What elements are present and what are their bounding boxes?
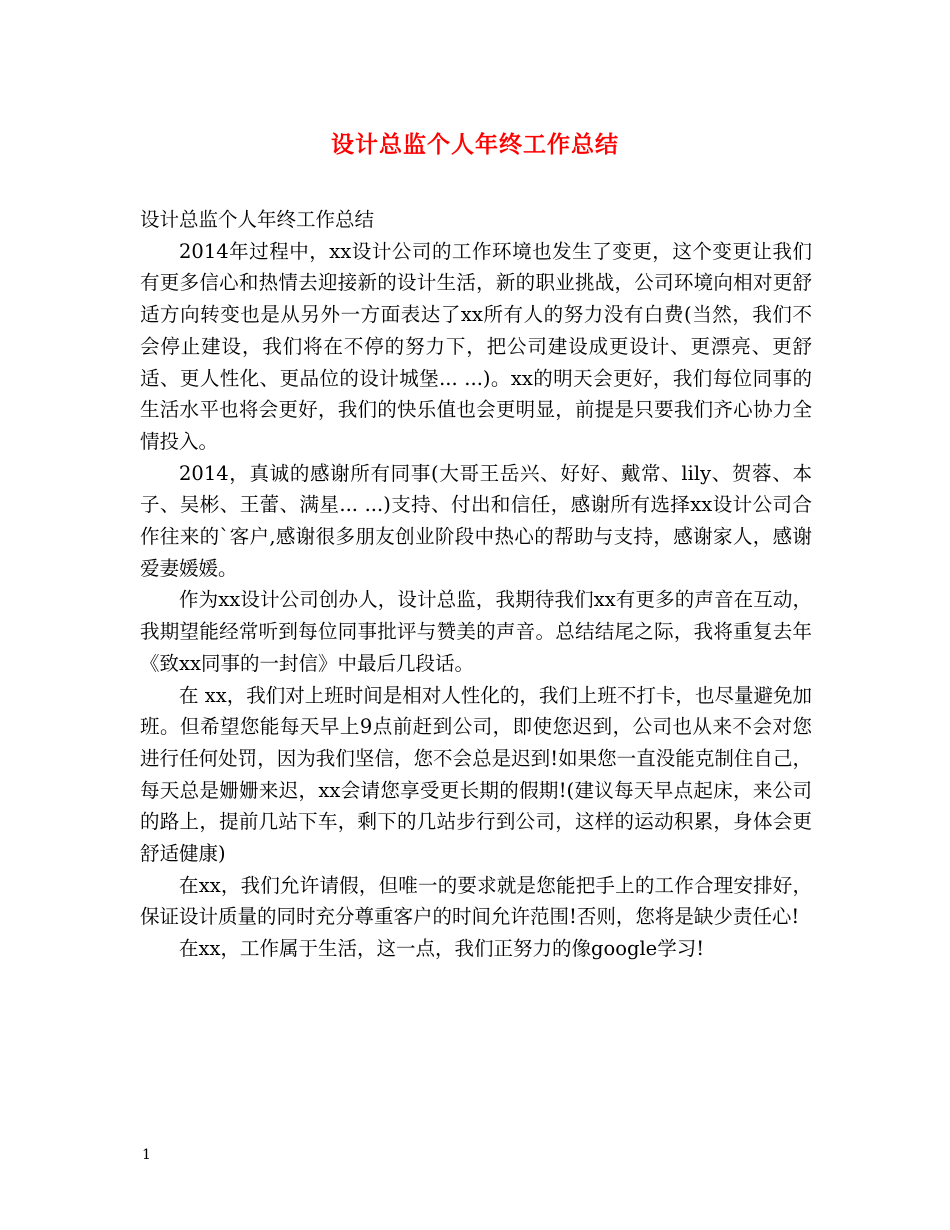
paragraph-6: 在xx，工作属于生活，这一点，我们正努力的像google学习! [179,937,705,961]
paragraph-1: 2014年过程中，xx设计公司的工作环境也发生了变更，这个变更让我们有更多信心和热情去迎接新的设计生活，新的职业挑战，公司环境向相对更舒适方向转变也是从另外一方面表达了xx所有人的努力没有白费(当然，我们不会停止建设，我们将在不停的努力下，把公司建设成更设计、更漂亮、更舒适、更人性化、更品位的设计城堡... ...)。xx的明天会更好，我们每位同事的生活水平也将会更好，我们的快乐值也会更明显，前提是只要我们齐心协力全情投入。 [140,239,812,453]
paragraph-2: 2014，真诚的感谢所有同事(大哥王岳兴、好好、戴常、lily、贺蓉、本子、吴彬、王蕾、满星... ...)支持、付出和信任，感谢所有选择xx设计公司合作往来的`客户,感谢很多朋友创业阶段中热心的帮助与支持，感谢家人，感谢爱妻媛媛。 [140,461,812,580]
paragraph-3: 作为xx设计公司创办人，设计总监，我期待我们xx有更多的声音在互动，我期望能经常听到每位同事批评与赞美的声音。总结结尾之际，我将重复去年《致xx同事的一封信》中最后几段话。 [140,588,812,675]
document-title: 设计总监个人年终工作总结 [331,132,619,158]
page-number: 1 [142,1147,151,1163]
paragraph-4: 在 xx，我们对上班时间是相对人性化的，我们上班不打卡，也尽量避免加班。但希望您能每天早上9点前赶到公司，即使您迟到，公司也从来不会对您进行任何处罚，因为我们坚信，您不会总是迟到!如果您一直没能克制住自己，每天总是姗姗来迟，xx会请您享受更长期的假期!(建议每天早点起床，来公司的路上，提前几站下车，剩下的几站步行到公司，这样的运动积累，身体会更舒适健康) [140,683,812,866]
paragraph-5: 在xx，我们允许请假，但唯一的要求就是您能把手上的工作合理安排好，保证设计质量的同时充分尊重客户的时间允许范围!否则，您将是缺少责任心! [140,873,812,929]
document-body [140,204,812,965]
document-subtitle: 设计总监个人年终工作总结 [140,208,375,231]
